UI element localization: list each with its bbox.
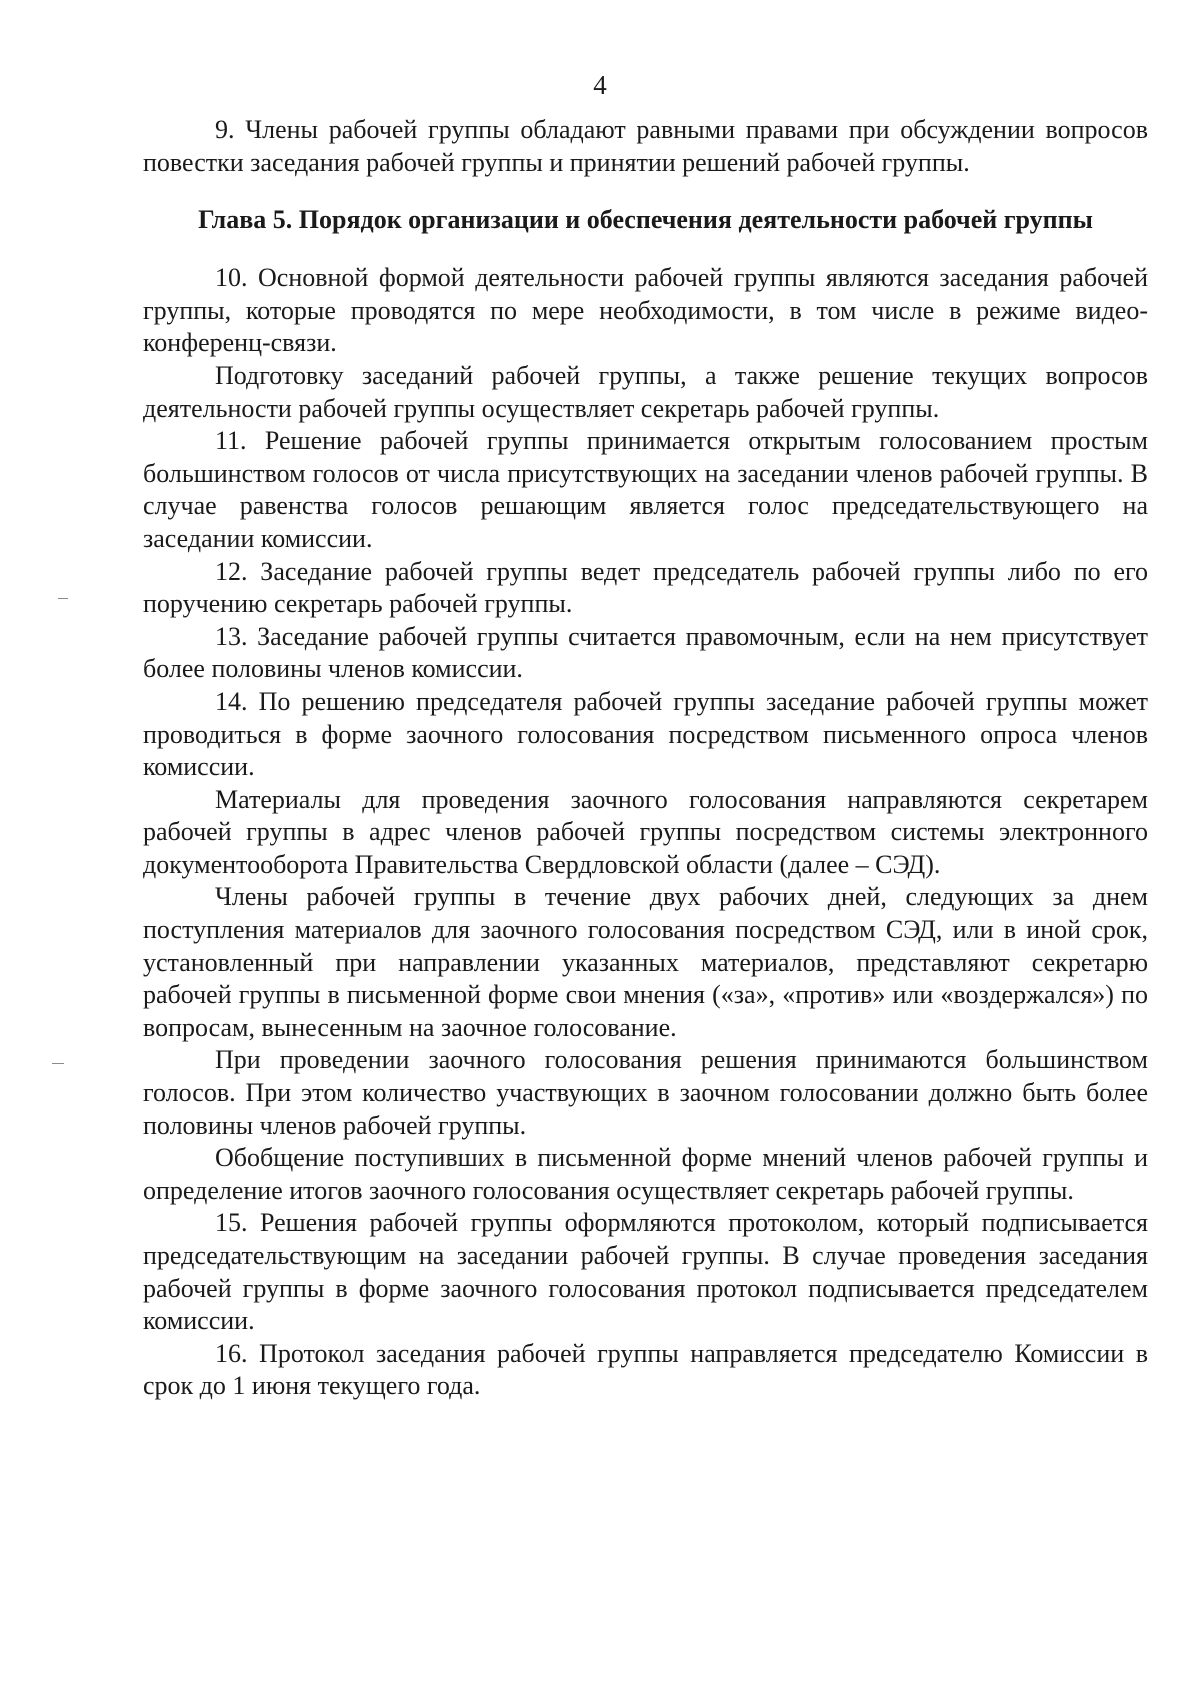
page-number: 4 (593, 70, 607, 100)
scan-artifact (52, 1063, 64, 1064)
paragraph-15: 15. Решения рабочей группы оформляются протоколом, который подписывается председательствующим на заседании рабочей группы. В случае проведения заседания рабочей группы в форме заочного голосования протокол подписывается председателем комиссии. (143, 1208, 1148, 1336)
paragraph-14: 14. По решению председателя рабочей группы заседание рабочей группы может проводиться в форме заочного голосования посредством письменного опроса членов комиссии. (143, 686, 1148, 782)
paragraph-10: 10. Основной формой деятельности рабочей группы являются заседания рабочей группы, которые проводятся по мере необходимости, в том числе в режиме видео-конференц-связи. (143, 263, 1148, 358)
document-body (143, 114, 1148, 1403)
paragraph-11: 11. Решение рабочей группы принимается открытым голосованием простым большинством голосов от числа присутствующих на заседании членов рабочей группы. В случае равенства голосов решающим является голос председательствующего на заседании комиссии. (143, 426, 1148, 553)
paragraph-14-members: Члены рабочей группы в течение двух рабочих дней, следующих за днем поступления материалов для заочного голосования посредством СЭД, или в иной срок, установленный при направлении указанных материалов, представляют секретарю рабочей группы в письменной форме свои мнения («за», «против» или «воздержался») по вопросам, вынесенным на заочное голосование. (143, 882, 1148, 1042)
paragraph-14-materials: Материалы для проведения заочного голосования направляются секретарем рабочей группы в адрес членов рабочей группы посредством системы электронного документооборота Правительства Свердловской области (далее – СЭД). (143, 784, 1148, 879)
paragraph-14-decisions: При проведении заочного голосования решения принимаются большинством голосов. При этом количество участвующих в заочном голосовании должно быть более половины членов рабочей группы. (143, 1045, 1148, 1140)
scan-artifact (58, 598, 68, 599)
paragraph-9: 9. Члены рабочей группы обладают равными правами при обсуждении вопросов повестки заседания рабочей группы и принятии решений рабочей группы. (143, 115, 1148, 177)
paragraph-12: 12. Заседание рабочей группы ведет председатель рабочей группы либо по его поручению секретарь рабочей группы. (143, 556, 1148, 619)
paragraph-14-summary: Обобщение поступивших в письменной форме мнений членов рабочей группы и определение итогов заочного голосования осуществляет секретарь рабочей группы. (143, 1143, 1148, 1205)
paragraph-10-secretary: Подготовку заседаний рабочей группы, а также решение текущих вопросов деятельности рабочей группы осуществляет секретарь рабочей группы. (143, 360, 1148, 423)
paragraph-16: 16. Протокол заседания рабочей группы направляется председателю Комиссии в срок до 1 июня текущего года. (143, 1338, 1148, 1401)
chapter-heading: Глава 5. Порядок организации и обеспечения деятельности рабочей группы (198, 205, 1093, 235)
paragraph-13: 13. Заседание рабочей группы считается правомочным, если на нем присутствует более половины членов комиссии. (143, 621, 1148, 684)
